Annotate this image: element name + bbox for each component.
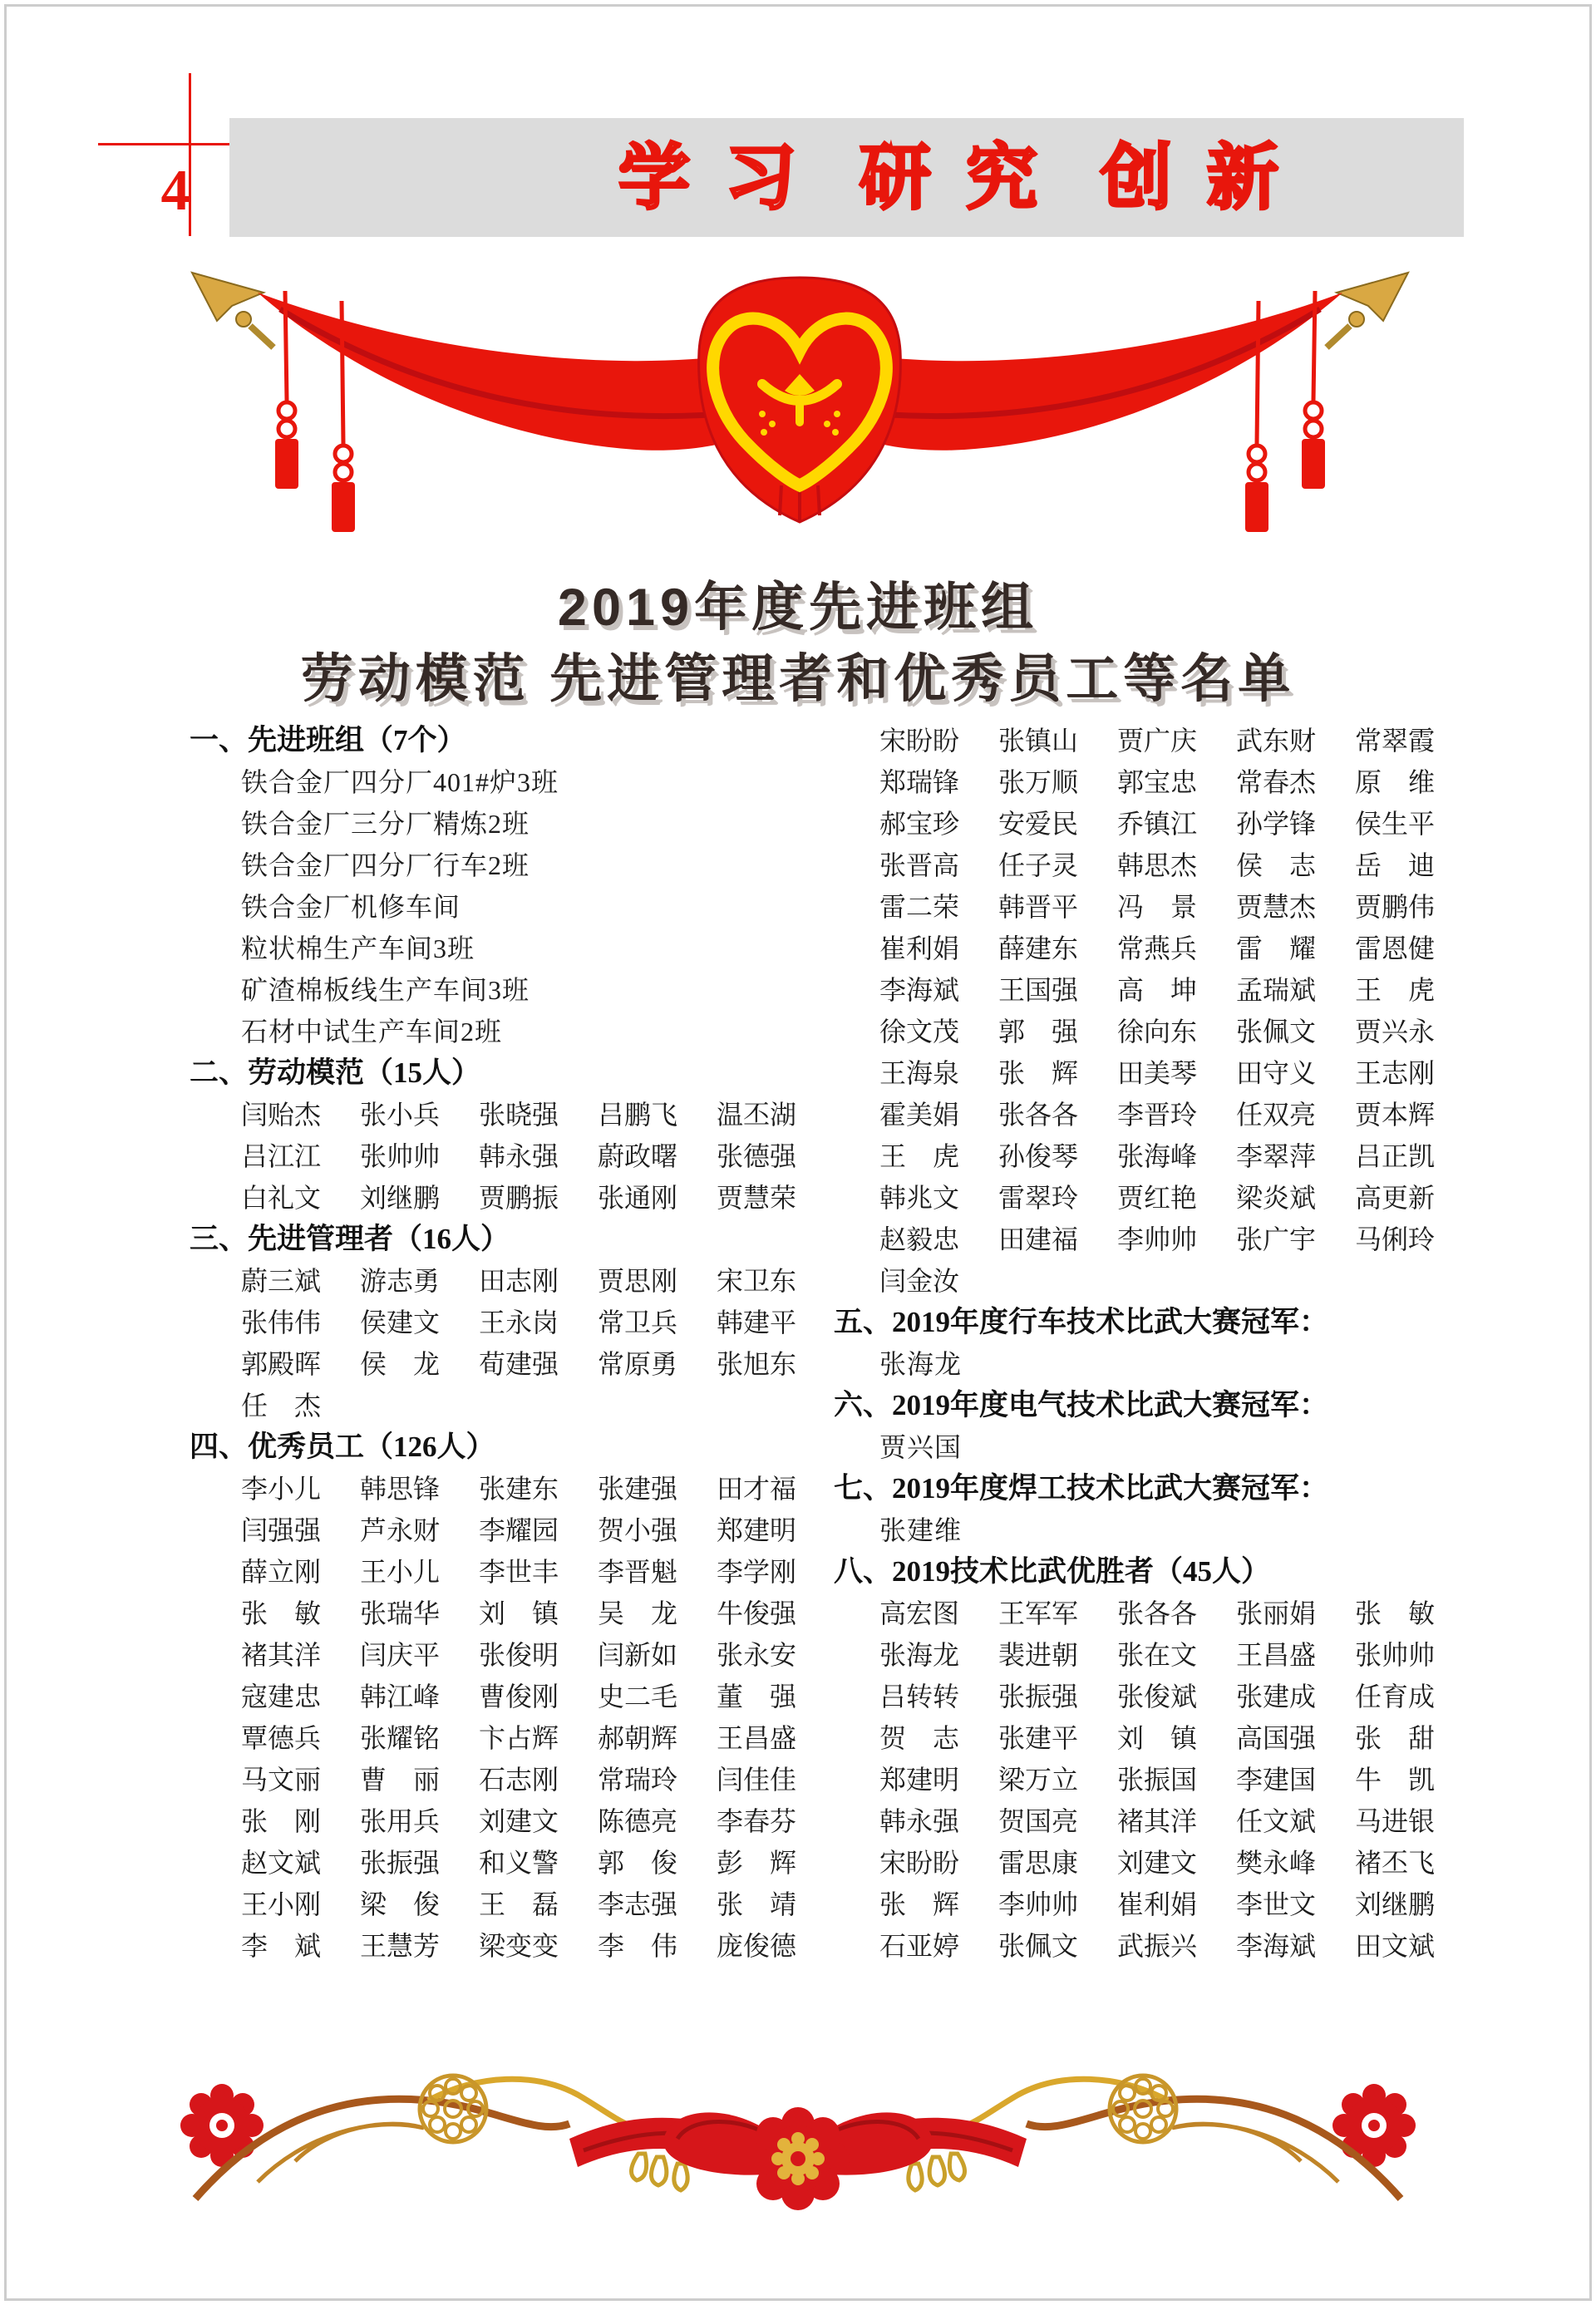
person-name: 侯 志	[1236, 850, 1317, 880]
person-name: 陈德亮	[598, 1806, 678, 1836]
person-name: 李学刚	[717, 1557, 797, 1587]
person-name: 郑瑞锋	[879, 767, 960, 797]
person-name: 冯 景	[1117, 892, 1198, 922]
roster-item: 贾兴国	[879, 1432, 963, 1462]
name-row	[879, 722, 1474, 763]
person-name: 贾思刚	[598, 1266, 678, 1296]
person-name: 吕正凯	[1355, 1141, 1436, 1171]
award-banner-graphic	[187, 268, 1413, 538]
person-name: 崔利娟	[879, 933, 960, 963]
person-name: 李世丰	[479, 1557, 559, 1587]
person-name: 吕江江	[241, 1141, 322, 1171]
person-name: 李帅帅	[998, 1889, 1079, 1919]
roster-item: 粒状棉生产车间3班	[241, 933, 475, 963]
name-row	[241, 1137, 835, 1179]
section-heading: 五、2019年度行车技术比武大赛冠军：	[834, 1306, 1329, 1338]
person-name: 高更新	[1355, 1183, 1436, 1213]
person-name: 郭 强	[998, 1017, 1079, 1047]
person-name: 张旭东	[717, 1349, 797, 1379]
person-name: 刘 镇	[479, 1598, 559, 1628]
person-name: 刘建文	[479, 1806, 559, 1836]
person-name: 宋盼盼	[879, 726, 960, 756]
person-name: 贾本辉	[1355, 1100, 1436, 1130]
person-name: 王 虎	[1355, 975, 1436, 1005]
section-heading: 八、2019技术比武优胜者（45人）	[834, 1555, 1271, 1588]
person-name: 刘建文	[1117, 1848, 1198, 1878]
slogan-innovate: 创新	[1101, 137, 1313, 218]
header-bar	[229, 118, 1464, 237]
person-name: 马文丽	[241, 1765, 322, 1795]
person-name: 张用兵	[360, 1806, 441, 1836]
person-name: 孙学锋	[1236, 809, 1317, 839]
person-name: 吴 龙	[598, 1598, 678, 1628]
name-row	[241, 1844, 835, 1885]
person-name: 郭 俊	[598, 1848, 678, 1878]
person-name: 石志刚	[479, 1765, 559, 1795]
section-heading: 三、先进管理者（16人）	[190, 1223, 510, 1255]
person-name: 李 伟	[598, 1931, 678, 1961]
person-name: 徐向东	[1117, 1017, 1198, 1047]
name-row	[241, 1511, 835, 1553]
person-name: 侯建文	[360, 1308, 441, 1337]
person-name: 韩江峰	[360, 1682, 441, 1712]
person-name: 乔镇江	[1117, 809, 1198, 839]
person-name: 崔利娟	[1117, 1889, 1198, 1919]
roster-item: 铁合金厂四分厂401#炉3班	[241, 767, 559, 797]
person-name: 张帅帅	[360, 1141, 441, 1171]
person-name: 李晋玲	[1117, 1100, 1198, 1130]
name-row	[241, 1677, 835, 1719]
person-name: 任子灵	[998, 850, 1079, 880]
name-row	[879, 1096, 1474, 1137]
roster-item: 铁合金厂机修车间	[241, 892, 461, 922]
person-name: 常燕兵	[1117, 933, 1198, 963]
person-name: 雷恩健	[1355, 933, 1436, 963]
person-name: 高宏图	[879, 1598, 960, 1628]
person-name: 张万顺	[998, 767, 1079, 797]
page-number: 4	[160, 159, 190, 223]
section-heading: 一、先进班组（7个）	[190, 724, 466, 756]
name-row	[879, 1844, 1474, 1885]
person-name: 贾慧荣	[717, 1183, 797, 1213]
name-row	[879, 1719, 1474, 1761]
person-name: 任双亮	[1236, 1100, 1317, 1130]
name-row	[241, 1470, 835, 1511]
person-name: 牛 凯	[1355, 1765, 1436, 1795]
person-name: 张振国	[1117, 1765, 1198, 1795]
footer-ornament	[179, 2057, 1417, 2253]
person-name: 闫庆平	[360, 1640, 441, 1670]
section-heading: 七、2019年度焊工技术比武大赛冠军：	[834, 1472, 1329, 1505]
person-name: 张 靖	[717, 1889, 797, 1919]
person-name: 蔚政曙	[598, 1141, 678, 1171]
person-name: 曹俊刚	[479, 1682, 559, 1712]
name-row	[241, 1636, 835, 1677]
name-row	[879, 763, 1474, 805]
name-row	[879, 1885, 1474, 1927]
person-name: 韩永强	[879, 1806, 960, 1836]
name-row	[241, 1719, 835, 1761]
person-name: 张 辉	[879, 1889, 960, 1919]
name-row	[879, 1761, 1474, 1802]
award-banner-decoration	[187, 268, 1413, 538]
person-name: 闫贻杰	[241, 1100, 322, 1130]
person-name: 田建福	[998, 1224, 1079, 1254]
person-name: 郑建明	[717, 1515, 797, 1545]
name-row	[879, 1802, 1474, 1844]
person-name: 田志刚	[479, 1266, 559, 1296]
person-name: 张通刚	[598, 1183, 678, 1213]
person-name: 张在文	[1117, 1640, 1198, 1670]
person-name: 武振兴	[1117, 1931, 1198, 1961]
person-name: 梁 俊	[360, 1889, 441, 1919]
person-name: 常瑞玲	[598, 1765, 678, 1795]
person-name: 孟瑞斌	[1236, 975, 1317, 1005]
person-name: 任文斌	[1236, 1806, 1317, 1836]
person-name: 张永安	[717, 1640, 797, 1670]
person-name: 马俐玲	[1355, 1224, 1436, 1254]
person-name: 白礼文	[241, 1183, 322, 1213]
person-name: 张振强	[360, 1848, 441, 1878]
person-name: 贾鹏伟	[1355, 892, 1436, 922]
person-name: 张各各	[1117, 1598, 1198, 1628]
person-name: 安爱民	[998, 809, 1079, 839]
person-name: 李翠萍	[1236, 1141, 1317, 1171]
person-name: 薛立刚	[241, 1557, 322, 1587]
person-name: 李晋魁	[598, 1557, 678, 1587]
person-name: 韩永强	[479, 1141, 559, 1171]
person-name: 贺国亮	[998, 1806, 1079, 1836]
person-name: 贾鹏振	[479, 1183, 559, 1213]
person-name: 张佩文	[998, 1931, 1079, 1961]
person-name: 侯 龙	[360, 1349, 441, 1379]
person-name: 李世文	[1236, 1889, 1317, 1919]
person-name: 郝宝珍	[879, 809, 960, 839]
name-row	[241, 1802, 835, 1844]
name-row	[879, 1054, 1474, 1096]
person-name: 赵毅忠	[879, 1224, 960, 1254]
person-name: 张俊斌	[1117, 1682, 1198, 1712]
person-name: 和义警	[479, 1848, 559, 1878]
name-row	[241, 1179, 835, 1220]
person-name: 常春杰	[1236, 767, 1317, 797]
person-name: 韩思锋	[360, 1474, 441, 1504]
name-row	[879, 929, 1474, 971]
person-name: 贾红艳	[1117, 1183, 1198, 1213]
person-name: 高 坤	[1117, 975, 1198, 1005]
person-name: 雷 耀	[1236, 933, 1317, 963]
person-name: 吕鹏飞	[598, 1100, 678, 1130]
person-name: 贾广庆	[1117, 726, 1198, 756]
name-row	[241, 1345, 835, 1386]
person-name: 寇建忠	[241, 1682, 322, 1712]
person-name: 梁变变	[479, 1931, 559, 1961]
person-name: 闫佳佳	[717, 1765, 797, 1795]
name-row	[241, 1927, 835, 1968]
person-name: 王永岗	[479, 1308, 559, 1337]
person-name: 褚其洋	[1117, 1806, 1198, 1836]
person-name: 张建东	[479, 1474, 559, 1504]
person-name: 覃德兵	[241, 1723, 322, 1753]
person-name: 闫新如	[598, 1640, 678, 1670]
section-heading: 二、劳动模范（15人）	[190, 1056, 481, 1089]
person-name: 王小刚	[241, 1889, 322, 1919]
person-name: 贺 志	[879, 1723, 960, 1753]
person-name: 牛俊强	[717, 1598, 797, 1628]
person-name: 张广宇	[1236, 1224, 1317, 1254]
roster-item: 铁合金厂三分厂精炼2班	[241, 809, 530, 839]
person-name: 王志刚	[1355, 1058, 1436, 1088]
person-name: 李志强	[598, 1889, 678, 1919]
center-flower-icon	[746, 2107, 850, 2210]
person-name: 李小儿	[241, 1474, 322, 1504]
person-name: 游志勇	[360, 1266, 441, 1296]
name-row	[879, 1137, 1474, 1179]
name-row	[879, 971, 1474, 1012]
roster-item: 张海龙	[879, 1349, 963, 1379]
person-name: 武东财	[1236, 726, 1317, 756]
person-name: 李 斌	[241, 1931, 322, 1961]
person-name: 裴进朝	[998, 1640, 1079, 1670]
person-name: 王慧芳	[360, 1931, 441, 1961]
section-heading: 六、2019年度电气技术比武大赛冠军：	[834, 1389, 1329, 1421]
person-name: 卞占辉	[479, 1723, 559, 1753]
person-name: 张建成	[1236, 1682, 1317, 1712]
roster-item: 张建维	[879, 1515, 963, 1545]
person-name: 王国强	[998, 975, 1079, 1005]
name-row	[879, 1220, 1474, 1262]
person-name: 张各各	[998, 1100, 1079, 1130]
person-name: 史二毛	[598, 1682, 678, 1712]
name-row	[879, 1636, 1474, 1677]
name-row	[879, 1012, 1474, 1054]
person-name: 吕转转	[879, 1682, 960, 1712]
person-name: 常翠霞	[1355, 726, 1436, 756]
person-name: 王海泉	[879, 1058, 960, 1088]
person-name: 张耀铭	[360, 1723, 441, 1753]
person-name: 郑建明	[879, 1765, 960, 1795]
person-name: 徐文茂	[879, 1017, 960, 1047]
person-name: 张海峰	[1117, 1141, 1198, 1171]
person-name: 雷二荣	[879, 892, 960, 922]
person-name: 高国强	[1236, 1723, 1317, 1753]
person-name: 芦永财	[360, 1515, 441, 1545]
person-name: 樊永峰	[1236, 1848, 1317, 1878]
slogan-research: 研究	[860, 137, 1072, 218]
person-name: 贾兴永	[1355, 1017, 1436, 1047]
name-row	[879, 1179, 1474, 1220]
person-name: 张佩文	[1236, 1017, 1317, 1047]
slogan-study: 学习	[618, 137, 831, 218]
person-name: 侯生平	[1355, 809, 1436, 839]
person-name: 张俊明	[479, 1640, 559, 1670]
person-name: 王 磊	[479, 1889, 559, 1919]
footer-ornament-graphic	[179, 2057, 1417, 2253]
person-name: 张 敏	[1355, 1598, 1436, 1628]
person-name: 张 辉	[998, 1058, 1079, 1088]
person-name: 李海斌	[879, 975, 960, 1005]
page-title-line2: 劳动模范 先进管理者和优秀员工等名单	[300, 650, 1296, 708]
person-name: 李海斌	[1236, 1931, 1317, 1961]
name-row	[879, 805, 1474, 846]
person-name: 曹 丽	[360, 1765, 441, 1795]
person-name: 雷翠玲	[998, 1183, 1079, 1213]
person-name: 彭 辉	[717, 1848, 797, 1878]
person-name: 张 刚	[241, 1806, 322, 1836]
person-name: 李建国	[1236, 1765, 1317, 1795]
person-name: 李帅帅	[1117, 1224, 1198, 1254]
person-name: 张海龙	[879, 1640, 960, 1670]
person-name: 原 维	[1355, 767, 1436, 797]
person-name: 张振强	[998, 1682, 1079, 1712]
roster-item: 石材中试生产车间2班	[241, 1017, 503, 1047]
person-name: 贺小强	[598, 1515, 678, 1545]
person-name: 常卫兵	[598, 1308, 678, 1337]
name-row	[241, 1885, 835, 1927]
person-name: 宋盼盼	[879, 1848, 960, 1878]
person-name: 褚丕飞	[1355, 1848, 1436, 1878]
person-name: 雷思康	[998, 1848, 1079, 1878]
person-name: 刘 镇	[1117, 1723, 1198, 1753]
person-name: 韩兆文	[879, 1183, 960, 1213]
name-row	[879, 1262, 998, 1303]
person-name: 赵文斌	[241, 1848, 322, 1878]
person-name: 石亚婷	[879, 1931, 960, 1961]
name-row	[879, 1677, 1474, 1719]
person-name: 张小兵	[360, 1100, 441, 1130]
person-name: 张建强	[598, 1474, 678, 1504]
person-name: 温丕湖	[717, 1100, 797, 1130]
person-name: 李耀园	[479, 1515, 559, 1545]
person-name: 张 敏	[241, 1598, 322, 1628]
name-row	[241, 1386, 360, 1428]
person-name: 蔚三斌	[241, 1266, 322, 1296]
person-name: 韩建平	[717, 1308, 797, 1337]
person-name: 张伟伟	[241, 1308, 322, 1337]
person-name: 郭殿晖	[241, 1349, 322, 1379]
person-name: 张镇山	[998, 726, 1079, 756]
person-name: 田才福	[717, 1474, 797, 1504]
person-name: 岳 迪	[1355, 850, 1436, 880]
person-name: 李春芬	[717, 1806, 797, 1836]
lace-flower-icon	[180, 2084, 264, 2167]
person-name: 任育成	[1355, 1682, 1436, 1712]
person-name: 董 强	[717, 1682, 797, 1712]
person-name: 常原勇	[598, 1349, 678, 1379]
person-name: 王 虎	[879, 1141, 960, 1171]
name-row	[879, 1594, 1474, 1636]
person-name: 荀建强	[479, 1349, 559, 1379]
person-name: 刘继鹏	[360, 1183, 441, 1213]
name-row	[241, 1553, 835, 1594]
person-name: 宋卫东	[717, 1266, 797, 1296]
person-name: 王昌盛	[1236, 1640, 1317, 1670]
person-name: 张丽娟	[1236, 1598, 1317, 1628]
person-name: 闫金汝	[879, 1266, 960, 1296]
name-row	[879, 888, 1474, 929]
page-title-line1: 2019年度先进班组	[557, 579, 1039, 637]
header-slogans	[618, 137, 1313, 218]
roster-item: 矿渣棉板线生产车间3班	[241, 975, 530, 1005]
person-name: 张晓强	[479, 1100, 559, 1130]
person-name: 王军军	[998, 1598, 1079, 1628]
name-row	[241, 1594, 835, 1636]
section-heading: 四、优秀员工（126人）	[190, 1431, 495, 1463]
person-name: 褚其洋	[241, 1640, 322, 1670]
person-name: 孙俊琴	[998, 1141, 1079, 1171]
person-name: 任 杰	[241, 1391, 322, 1421]
person-name: 梁炎斌	[1236, 1183, 1317, 1213]
person-name: 马进银	[1355, 1806, 1436, 1836]
person-name: 张建平	[998, 1723, 1079, 1753]
person-name: 张 甜	[1355, 1723, 1436, 1753]
name-row	[241, 1096, 835, 1137]
name-row	[879, 1927, 1474, 1968]
name-row	[241, 1262, 835, 1303]
person-name: 张帅帅	[1355, 1640, 1436, 1670]
person-name: 霍美娟	[879, 1100, 960, 1130]
person-name: 田文斌	[1355, 1931, 1436, 1961]
name-row	[241, 1761, 835, 1802]
person-name: 王小儿	[360, 1557, 441, 1587]
person-name: 郝朝辉	[598, 1723, 678, 1753]
person-name: 贾慧杰	[1236, 892, 1317, 922]
roster-item: 铁合金厂四分厂行车2班	[241, 850, 530, 880]
person-name: 张德强	[717, 1141, 797, 1171]
person-name: 韩思杰	[1117, 850, 1198, 880]
person-name: 薛建东	[998, 933, 1079, 963]
person-name: 刘继鹏	[1355, 1889, 1436, 1919]
person-name: 田美琴	[1117, 1058, 1198, 1088]
name-row	[879, 846, 1474, 888]
person-name: 王昌盛	[717, 1723, 797, 1753]
person-name: 韩晋平	[998, 892, 1079, 922]
person-name: 张瑞华	[360, 1598, 441, 1628]
name-row	[241, 1303, 835, 1345]
person-name: 庞俊德	[717, 1931, 797, 1961]
person-name: 田守义	[1236, 1058, 1317, 1088]
person-name: 郭宝忠	[1117, 767, 1198, 797]
spear-finial-icon	[192, 273, 273, 347]
person-name: 闫强强	[241, 1515, 322, 1545]
person-name: 张晋高	[879, 850, 960, 880]
person-name: 梁万立	[998, 1765, 1079, 1795]
